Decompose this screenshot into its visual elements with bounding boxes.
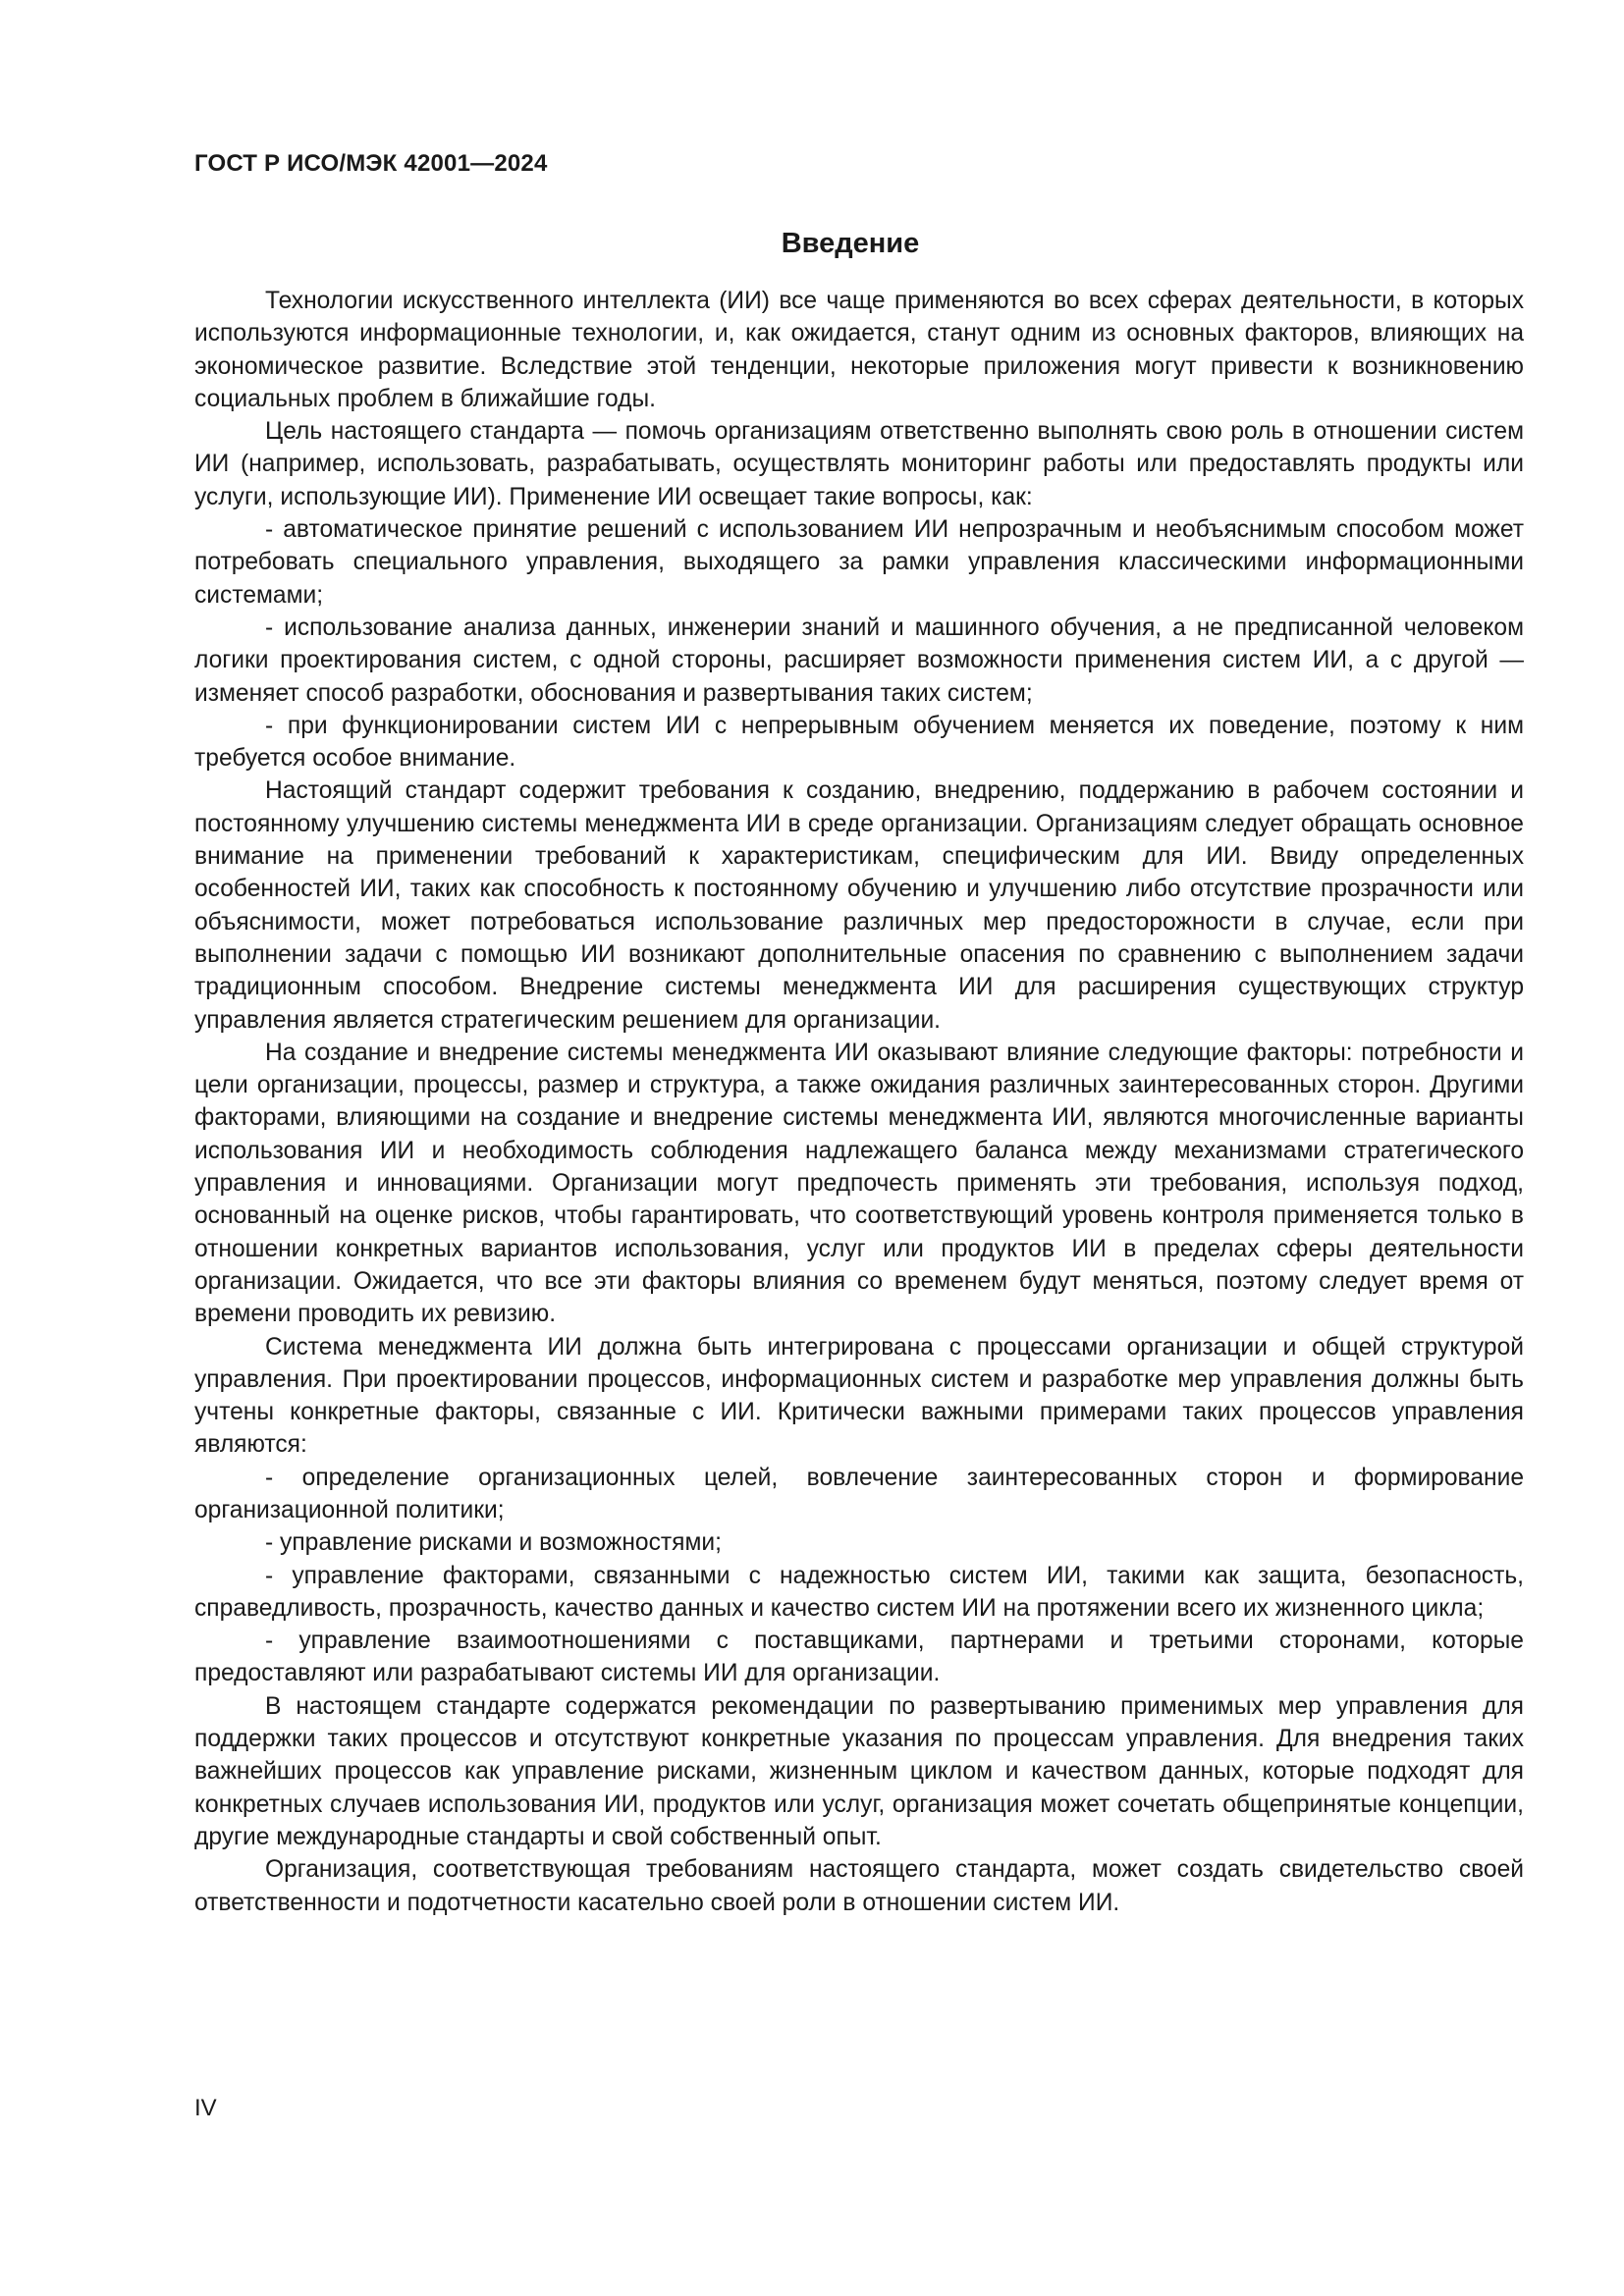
paragraph: Организация, соответствующая требованиям настоящего стандарта, может создать свидетельство своей ответственности и подотчетности касательно своей роли в отношении систем ИИ. (194, 1856, 1524, 1916)
list-item: - автоматическое принятие решений с использованием ИИ непрозрачным и необъяснимым способом может потребовать специального управления, выходящего за рамки управления классическими информационными системами; (194, 516, 1524, 609)
list-item: - управление взаимоотношениями с поставщиками, партнерами и третьими сторонами, которые предоставляют или разрабатывают системы ИИ для организации. (194, 1628, 1524, 1687)
page-number: IV (194, 2095, 217, 2121)
paragraph: В настоящем стандарте содержатся рекомендации по развертыванию применимых мер управления для поддержки таких процессов и отсутствуют конкретные указания по процессам управления. Для внедрения таких важнейших процессов как управление рисками, жизненным циклом и качеством данных, которые подходят для конкретных случаев использования ИИ, продуктов или услуг, организация может сочетать общепринятые концепции, другие международные стандарты и свой собственный опыт. (194, 1692, 1524, 1850)
paragraph: На создание и внедрение системы менеджмента ИИ оказывают влияние следующие факторы: потребности и цели организации, процессы, размер и структура, а также ожидания различных заинтересованных сторон. Другими факторами, влияющими на создание и внедрение системы менеджмента ИИ, являются многочисленные варианты использования ИИ и необходимость соблюдения надлежащего баланса между механизмами стратегического управления и инновациями. Организации могут предпочесть применять эти требования, используя подход, основанный на оценке рисков, чтобы гарантировать, что соответствующий уровень контроля применяется только в отношении конкретных вариантов использования, услуг или продуктов ИИ в пределах сферы деятельности организации. Ожидается, что все эти факторы влияния со временем будут меняться, поэтому следует время от времени проводить их ревизию. (194, 1039, 1524, 1328)
list-item: - определение организационных целей, вовлечение заинтересованных сторон и формирование организационной политики; (194, 1464, 1524, 1523)
paragraph: Технологии искусственного интеллекта (ИИ) все чаще применяются во всех сферах деятельности, в которых используются информационные технологии, и, как ожидается, станут одним из основных факторов, влияющих на экономическое развитие. Вследствие этой тенденции, некоторые приложения могут привести к возникновению социальных проблем в ближайшие годы. (194, 288, 1524, 412)
list-item: - при функционировании систем ИИ с непрерывным обучением меняется их поведение, поэтому к ним требуется особое внимание. (194, 712, 1524, 773)
paragraph: Цель настоящего стандарта — помочь организациям ответственно выполнять свою роль в отношении систем ИИ (например, использовать, разрабатывать, осуществлять мониторинг работы или предоставлять продукты или услуги, использующие ИИ). Применение ИИ освещает такие вопросы, как: (194, 418, 1524, 510)
paragraph: Настоящий стандарт содержит требования к созданию, внедрению, поддержанию в рабочем состоянии и постоянному улучшению системы менеджмента ИИ в среде организации. Организациям следует обращать основное внимание на применении требований к характеристикам, специфическим для ИИ. Ввиду определенных особенностей ИИ, таких как способность к постоянному обучению и улучшению либо отсутствие прозрачности или объяснимости, может потребоваться использование различных мер предосторожности в случае, если при выполнении задачи с помощью ИИ возникают дополнительные опасения по сравнению с выполнением задачи традиционным способом. Внедрение системы менеджмента ИИ для расширения существующих структур управления является стратегическим решением для организации. (194, 777, 1524, 1034)
body-text (194, 285, 1524, 1919)
list-item: - управление рисками и возможностями; (265, 1529, 722, 1557)
paragraph: Система менеджмента ИИ должна быть интегрирована с процессами организации и общей структурой управления. При проектировании процессов, информационных систем и разработке мер управления должны быть учтены конкретные факторы, связанные с ИИ. Критически важными примерами таких процессов управления являются: (194, 1333, 1524, 1459)
section-title: Введение (781, 228, 920, 259)
list-item: - использование анализа данных, инженерии знаний и машинного обучения, а не предписанной человеком логики проектирования систем, с одной стороны, расширяет возможности применения систем ИИ, а с другой — изменяет способ разработки, обоснования и развертывания таких систем; (194, 614, 1524, 707)
list-item: - управление факторами, связанными с надежностью систем ИИ, такими как защита, безопасность, справедливость, прозрачность, качество данных и качество систем ИИ на протяжении всего их жизненного цикла; (194, 1562, 1524, 1622)
document-header: ГОСТ Р ИСО/МЭК 42001—2024 (194, 150, 548, 177)
